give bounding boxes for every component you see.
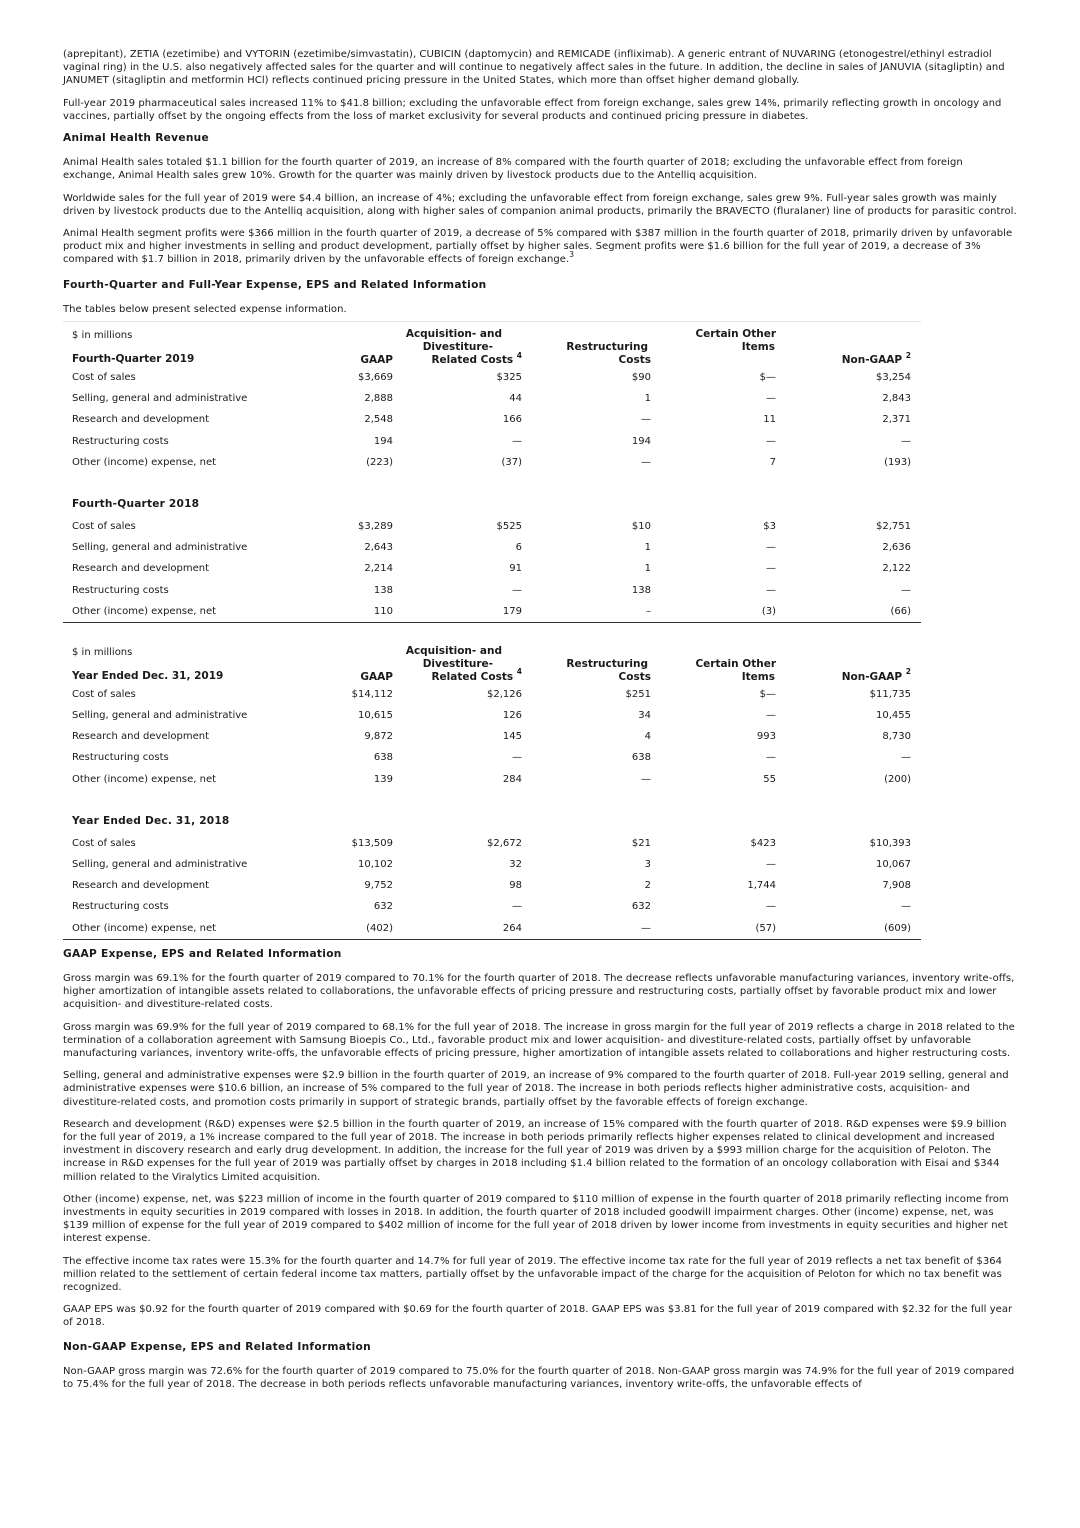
heading-expense-eps: Fourth-Quarter and Full-Year Expense, EPS and Related Information xyxy=(63,278,487,291)
table-row: Research and development 2,548 166 — 11 2,371 xyxy=(72,414,911,426)
table-row: Restructuring costs 138 — 138 — — xyxy=(72,584,911,596)
heading-animal-health: Animal Health Revenue xyxy=(63,132,210,145)
table-row: Cost of sales $3,289 $525 $10 $3 $2,751 xyxy=(72,520,911,532)
expense-table-full-year xyxy=(63,645,921,940)
table-row: Restructuring costs 632 — 632 — — xyxy=(72,901,911,913)
document-page xyxy=(63,48,1018,1400)
table-row: Cost of sales $14,112 $2,126 $251 $— $11,735 xyxy=(72,688,911,700)
col-header-nongaap: Non-GAAP $^2$ xyxy=(841,350,911,367)
units-label: $ in millions xyxy=(72,330,133,342)
table-row: Research and development 9,872 145 4 993 8,730 xyxy=(72,731,911,743)
paragraph-gaap: GAAP EPS was $0.92 for the fourth quarter of 2019 compared with $0.69 for the fourth quarter of 2018. GAAP EPS was $3.81 for the full year of 2019 compared with $2.32 for the full year of 2018. xyxy=(63,1304,1013,1329)
animal-health-profits-text: Animal Health segment profits were $366 million in the fourth quarter of 2019, a decrease of 5% compared with $387 million in the fourth quarter of 2018, primarily driven by unfavorable product mix and higher investments in selling and product development, partially offset by higher sales. Segment profits were $1.6 billion for the full year of 2019, a decrease of 3% compared with $1.7 billion in 2018, primarily driven by the unfavorable effects of foreign exchange. xyxy=(63,228,1013,266)
heading-nongaap-expense: Non-GAAP Expense, EPS and Related Information xyxy=(63,1340,371,1353)
paragraph-tables-intro: The tables below present selected expense information. xyxy=(63,303,347,315)
table-header-row xyxy=(63,322,921,368)
col-header-gaap: GAAP xyxy=(360,354,393,367)
col-header-nongaap: Non-GAAP $^2$ xyxy=(841,667,911,683)
table-row: Selling, general and administrative 2,888 44 1 — 2,843 xyxy=(72,393,911,405)
table-row: Cost of sales $13,509 $2,672 $21 $423 $10,393 xyxy=(72,837,911,849)
expense-table-quarterly xyxy=(63,321,921,623)
table-section-header: Fourth-Quarter 2018 xyxy=(72,498,200,511)
table-row: Research and development 9,752 98 2 1,744 7,908 xyxy=(72,880,911,892)
section-title: Fourth-Quarter 2019 xyxy=(72,353,195,366)
section-title: Year Ended Dec. 31, 2019 xyxy=(72,669,224,682)
paragraph-animal-health-full-year: Worldwide sales for the full year of 2019 were $4.4 billion, an increase of 4%; excluding the unfavorable effect from foreign exchange, sales grew 9%. Full-year sales growth was mainly driven by livestock products due to the Antelliq acquisition, along with higher sales of companion animal products, primarily the BRAVECTO (fluralaner) line of products for parasitic control. xyxy=(63,192,1017,217)
col-header-other-items: Certain Other Items xyxy=(695,328,776,354)
table-row: Cost of sales $3,669 $325 $90 $— $3,254 xyxy=(72,372,911,384)
table-row: Selling, general and administrative 10,615 126 34 — 10,455 xyxy=(72,710,911,722)
table-header-row xyxy=(63,645,921,684)
table-row: Selling, general and administrative 2,643 6 1 — 2,636 xyxy=(72,542,911,554)
table-row: Other (income) expense, net (402) 264 — (57) (609) xyxy=(63,918,921,940)
units-label: $ in millions xyxy=(72,646,133,658)
col-header-acquisition: Acquisition- and Divestiture- Related Costs $^4$ xyxy=(405,328,522,367)
table-row: Selling, general and administrative 10,102 32 3 — 10,067 xyxy=(72,859,911,871)
table-row: Other (income) expense, net (223) (37) — 7 (193) xyxy=(72,456,911,468)
col-header-acquisition: Acquisition- and Divestiture- Related Costs $^4$ xyxy=(405,644,522,683)
footnote-marker: 3 xyxy=(569,250,575,260)
col-header-other-items: Certain Other Items xyxy=(695,657,776,683)
table-row: Restructuring costs 638 — 638 — — xyxy=(72,752,911,764)
paragraph-nongaap: Non-GAAP gross margin was 72.6% for the fourth quarter of 2019 compared to 75.0% for the fourth quarter of 2018. Non-GAAP gross margin was 74.9% for the full year of 2019 compared to 75.4% for the full year of 2018. The decrease in both periods reflects unfavorable manufacturing variances, inventory write-offs, the unfavorable effects of xyxy=(63,1365,1015,1391)
col-header-restructuring: Restructuring Costs xyxy=(566,341,651,367)
heading-gaap-expense: GAAP Expense, EPS and Related Information xyxy=(63,947,342,960)
paragraph-gaap: Gross margin was 69.9% for the full year of 2019 compared to 68.1% for the full year of 2018. The increase in gross margin for the full year of 2019 reflects a charge in 2018 related to the termination of a collaboration agreement with Samsung Bioepis Co., Ltd., favorable product mix and lower acquisition- and divestiture-related costs, partially offset by unfavorable manufacturing variances, inventory write-offs, the unfavorable effects of pricing pressure, higher amortization of intangible assets related to collaborations and higher restructuring costs. xyxy=(63,1021,1015,1060)
table-row: Restructuring costs 194 — 194 — — xyxy=(72,435,911,447)
table-row: Other (income) expense, net 139 284 — 55 (200) xyxy=(72,773,911,785)
col-header-restructuring: Restructuring Costs xyxy=(566,657,651,683)
paragraph-gaap: Selling, general and administrative expenses were $2.9 billion in the fourth quarter of 2019, an increase of 9% compared to the fourth quarter of 2018. Full-year 2019 selling, general and administrative expenses were $10.6 billion, an increase of 5% compared to the full year of 2018. The increase in both periods reflects higher administrative costs, acquisition- and divestiture-related costs, and promotion costs primarily in support of strategic brands, partially offset by the favorable effects of foreign exchange. xyxy=(63,1070,1009,1108)
paragraph-gaap: Other (income) expense, net, was $223 million of income in the fourth quarter of 2019 compared to $110 million of expense in the fourth quarter of 2018 primarily reflecting income from investments in equity securities in 2019 compared with losses in 2018. In addition, the fourth quarter of 2018 included goodwill impairment charges. Other (income) expense, net, was $139 million of expense for the full year of 2019 compared to $402 million of income for the full year of 2018 driven by lower income from investments in equity securities and higher net interest expense. xyxy=(63,1193,1009,1245)
table-row: Research and development 2,214 91 1 — 2,122 xyxy=(72,563,911,575)
paragraph-gaap: Research and development (R&D) expenses were $2.5 billion in the fourth quarter of 2019, an increase of 15% compared with the fourth quarter of 2018. R&D expenses were $9.9 billion for the full year of 2019, a 1% increase compared to the full year of 2018. The increase in both periods primarily reflects higher expenses related to clinical development and increased investment in discovery research and early drug development. In addition, the increase for the full year of 2019 was driven by a $993 million charge for the acquisition of Peloton. The increase in R&D expenses for the full year of 2019 was partially offset by charges in 2018 including $1.4 billion related to the formation of an oncology collaboration with Eisai and $344 million related to the Viralytics Limited acquisition. xyxy=(63,1118,1007,1183)
paragraph-animal-health-profits xyxy=(63,227,1018,267)
paragraph-animal-health-q4: Animal Health sales totaled $1.1 billion for the fourth quarter of 2019, an increase of 8% compared with the fourth quarter of 2018; excluding the unfavorable effect from foreign exchange, Animal Health sales grew 10%. Growth for the quarter was mainly driven by livestock products due to the Antelliq acquisition. xyxy=(63,157,963,182)
table-section-header: Year Ended Dec. 31, 2018 xyxy=(72,815,230,828)
col-header-gaap: GAAP xyxy=(360,670,393,683)
paragraph-gaap: The effective income tax rates were 15.3% for the fourth quarter and 14.7% for full year of 2019. The effective income tax rate for the full year of 2019 reflects a net tax benefit of $364 million related to the settlement of certain federal income tax matters, partially offset by the unfavorable impact of the charge for the acquisition of Peloton for which no tax benefit was recognized. xyxy=(63,1255,1003,1294)
table-row: Other (income) expense, net 110 179 – (3) (66) xyxy=(63,601,921,623)
paragraph-gaap: Gross margin was 69.1% for the fourth quarter of 2019 compared to 70.1% for the fourth quarter of 2018. The decrease reflects unfavorable manufacturing variances, inventory write-offs, higher amortization of intangible assets related to collaborations, the unfavorable effects of pricing pressure and restructuring costs, partially offset by favorable product mix and lower acquisition- and divestiture-related costs. xyxy=(63,973,1015,1011)
paragraph-pharma-decline: (aprepitant), ZETIA (ezetimibe) and VYTORIN (ezetimibe/simvastatin), CUBICIN (daptomycin) and REMICADE (infliximab). A generic entrant of NUVARING (etonogestrel/ethinyl estradiol vaginal ring) in the U.S. also negatively affected sales for the quarter and will continue to negatively affect sales in the future. In addition, the decline in sales of JANUVIA (sitagliptin) and JANUMET (sitagliptin and metformin HCl) reflects continued pricing pressure in the United States, which more than offset higher demand globally. xyxy=(63,49,1005,87)
paragraph-pharma-full-year: Full-year 2019 pharmaceutical sales increased 11% to $41.8 billion; excluding the unfavorable effect from foreign exchange, sales grew 14%, primarily reflecting growth in oncology and vaccines, partially offset by the ongoing effects from the loss of market exclusivity for several products and continued pricing pressure in diabetes. xyxy=(63,97,1002,122)
